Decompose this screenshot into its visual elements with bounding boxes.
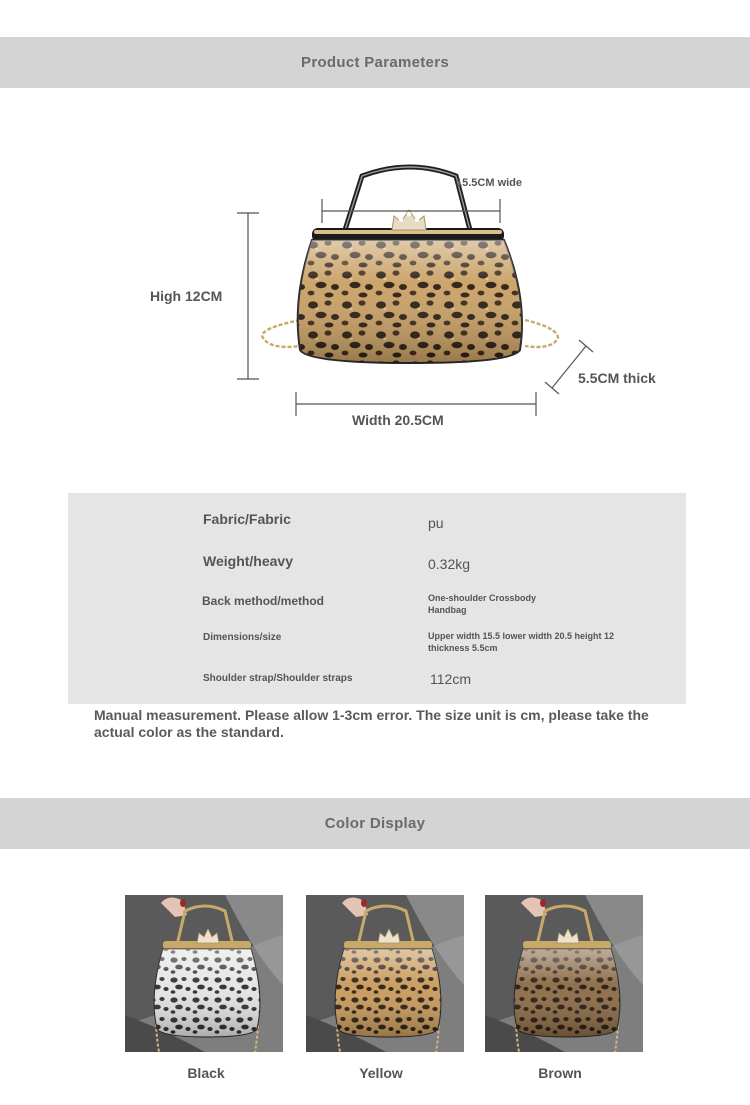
measurement-note: Manual measurement. Please allow 1-3cm error. The size unit is cm, please take the actual color as the standard.	[94, 707, 649, 740]
product-parameters-header	[0, 37, 750, 88]
color-label-yellow: Yellow	[359, 1065, 403, 1081]
bag-photo-yellow	[306, 895, 464, 1052]
height-label: High 12CM	[150, 288, 223, 304]
top-width-label: 15.5CM wide	[456, 177, 523, 189]
parameter-value: 0.32kg	[428, 556, 471, 572]
color-label-black: Black	[187, 1065, 225, 1081]
width-label: Width 20.5CM	[352, 412, 444, 428]
parameter-value: One-shoulder Crossbody Handbag	[428, 593, 537, 615]
parameter-key: Back method/method	[202, 594, 325, 608]
parameter-key: Dimensions/size	[203, 632, 282, 643]
parameter-table	[68, 493, 686, 704]
color-label-brown: Brown	[538, 1065, 582, 1081]
parameter-key: Shoulder strap/Shoulder straps	[203, 673, 353, 684]
product-parameters-title: Product Parameters	[301, 54, 449, 71]
parameter-key: Fabric/Fabric	[203, 511, 291, 527]
bag-photo-black	[125, 895, 283, 1052]
parameter-value: 112cm	[430, 671, 471, 687]
dimension-diagram	[0, 88, 750, 488]
bag-photo-brown	[485, 895, 643, 1052]
parameter-value: pu	[428, 515, 444, 531]
thickness-label: 5.5CM thick	[578, 370, 656, 386]
color-swatch-brown[interactable]	[485, 895, 643, 1052]
crown-clasp-icon	[392, 210, 426, 230]
parameter-key: Weight/heavy	[203, 553, 293, 569]
bag-dimension-illustration	[0, 88, 750, 488]
color-swatch-black[interactable]	[125, 895, 283, 1052]
color-display-header	[0, 798, 750, 849]
color-swatch-yellow[interactable]	[306, 895, 464, 1052]
color-display-title: Color Display	[324, 815, 426, 832]
parameter-value: Upper width 15.5 lower width 20.5 height 12 thickness 5.5cm	[428, 631, 615, 653]
